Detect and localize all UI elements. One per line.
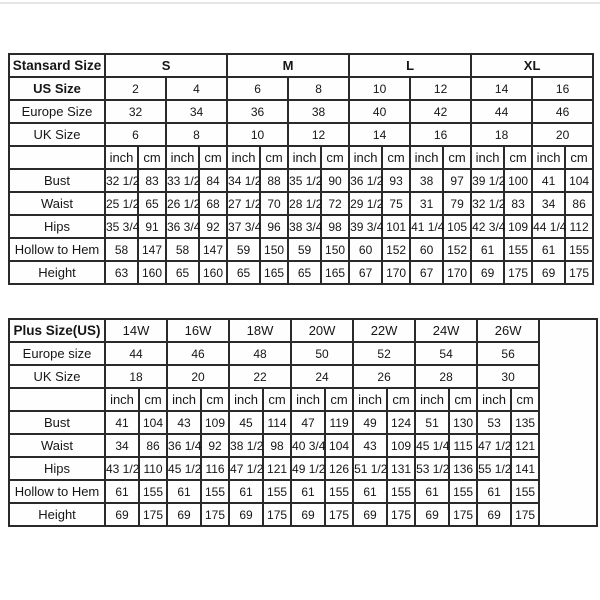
measurement-value-cell: 31 — [410, 192, 443, 215]
measurement-value-cell: 90 — [321, 169, 349, 192]
measurement-value-cell: 110 — [139, 457, 167, 480]
measurement-value-cell: 47 — [291, 411, 325, 434]
measurement-value-cell: 44 1/4 — [532, 215, 565, 238]
size-value-cell: 38 — [288, 100, 349, 123]
unit-cm-header: cm — [199, 146, 227, 169]
row-label: Bust — [9, 169, 105, 192]
measurement-value-cell: 155 — [565, 238, 593, 261]
measurement-value-cell: 109 — [201, 411, 229, 434]
measurement-value-cell: 93 — [382, 169, 410, 192]
measurement-value-cell: 84 — [199, 169, 227, 192]
unit-cm-header: cm — [382, 146, 410, 169]
top-edge-artifact-line — [0, 2, 600, 4]
measurement-value-cell: 69 — [291, 503, 325, 526]
unit-inch-header: inch — [415, 388, 449, 411]
measurement-value-cell: 155 — [511, 480, 539, 503]
size-value-cell: 8 — [288, 77, 349, 100]
measurement-value-cell: 65 — [288, 261, 321, 284]
measurement-value-cell: 61 — [477, 480, 511, 503]
measurement-value-cell: 124 — [387, 411, 415, 434]
unit-row-blank-label — [9, 146, 105, 169]
size-value-cell: 20 — [167, 365, 229, 388]
measurement-value-cell: 35 3/4 — [105, 215, 138, 238]
plus-size-table — [8, 318, 598, 527]
unit-cm-header: cm — [138, 146, 166, 169]
measurement-value-cell: 101 — [382, 215, 410, 238]
measurement-value-cell: 114 — [263, 411, 291, 434]
measurement-value-cell: 41 — [105, 411, 139, 434]
row-label: US Size — [9, 77, 105, 100]
measurement-value-cell: 69 — [229, 503, 263, 526]
measurement-value-cell: 79 — [443, 192, 471, 215]
measurement-value-cell: 32 1/2 — [105, 169, 138, 192]
measurement-value-cell: 70 — [260, 192, 288, 215]
size-value-cell: 50 — [291, 342, 353, 365]
measurement-value-cell: 69 — [532, 261, 565, 284]
measurement-value-cell: 100 — [504, 169, 532, 192]
measurement-value-cell: 83 — [504, 192, 532, 215]
measurement-value-cell: 115 — [449, 434, 477, 457]
measurement-value-cell: 175 — [565, 261, 593, 284]
measurement-value-cell: 152 — [443, 238, 471, 261]
measurement-value-cell: 104 — [139, 411, 167, 434]
unit-cm-header: cm — [201, 388, 229, 411]
row-label: Bust — [9, 411, 105, 434]
measurement-value-cell: 28 1/2 — [288, 192, 321, 215]
measurement-value-cell: 121 — [511, 434, 539, 457]
measurement-value-cell: 61 — [471, 238, 504, 261]
measurement-value-cell: 116 — [201, 457, 229, 480]
measurement-value-cell: 61 — [229, 480, 263, 503]
size-value-cell: 10 — [227, 123, 288, 146]
row-label: Waist — [9, 434, 105, 457]
measurement-value-cell: 131 — [387, 457, 415, 480]
row-label: UK Size — [9, 123, 105, 146]
measurement-value-cell: 65 — [138, 192, 166, 215]
unit-cm-header: cm — [565, 146, 593, 169]
measurement-value-cell: 175 — [504, 261, 532, 284]
measurement-value-cell: 98 — [263, 434, 291, 457]
size-value-cell: 10 — [349, 77, 410, 100]
measurement-value-cell: 69 — [471, 261, 504, 284]
size-value-cell: 28 — [415, 365, 477, 388]
measurement-value-cell: 147 — [138, 238, 166, 261]
measurement-value-cell: 109 — [504, 215, 532, 238]
measurement-value-cell: 35 1/2 — [288, 169, 321, 192]
measurement-value-cell: 141 — [511, 457, 539, 480]
size-value-cell: 14 — [471, 77, 532, 100]
unit-inch-header: inch — [105, 146, 138, 169]
unit-cm-header: cm — [449, 388, 477, 411]
measurement-value-cell: 155 — [201, 480, 229, 503]
measurement-value-cell: 59 — [288, 238, 321, 261]
size-value-cell: 48 — [229, 342, 291, 365]
unit-row-blank-label — [9, 388, 105, 411]
size-group-header: L — [349, 54, 471, 77]
measurement-value-cell: 165 — [260, 261, 288, 284]
measurement-value-cell: 175 — [511, 503, 539, 526]
measurement-value-cell: 34 — [105, 434, 139, 457]
row-label: Hips — [9, 457, 105, 480]
measurement-value-cell: 39 1/2 — [471, 169, 504, 192]
measurement-value-cell: 58 — [166, 238, 199, 261]
measurement-value-cell: 43 — [353, 434, 387, 457]
size-group-header: M — [227, 54, 349, 77]
measurement-value-cell: 155 — [449, 480, 477, 503]
size-value-cell: 46 — [167, 342, 229, 365]
measurement-value-cell: 63 — [105, 261, 138, 284]
measurement-value-cell: 69 — [477, 503, 511, 526]
unit-cm-header: cm — [325, 388, 353, 411]
size-value-cell: 8 — [166, 123, 227, 146]
measurement-value-cell: 150 — [260, 238, 288, 261]
measurement-value-cell: 121 — [263, 457, 291, 480]
size-value-cell: 32 — [105, 100, 166, 123]
measurement-value-cell: 51 — [415, 411, 449, 434]
size-value-cell: 12 — [410, 77, 471, 100]
measurement-value-cell: 60 — [349, 238, 382, 261]
measurement-value-cell: 49 — [353, 411, 387, 434]
measurement-value-cell: 41 1/4 — [410, 215, 443, 238]
measurement-value-cell: 36 1/2 — [349, 169, 382, 192]
measurement-value-cell: 98 — [321, 215, 349, 238]
measurement-value-cell: 60 — [410, 238, 443, 261]
size-value-cell: 20 — [532, 123, 593, 146]
measurement-value-cell: 32 1/2 — [471, 192, 504, 215]
measurement-value-cell: 175 — [201, 503, 229, 526]
measurement-value-cell: 45 1/4 — [415, 434, 449, 457]
measurement-value-cell: 69 — [415, 503, 449, 526]
measurement-value-cell: 69 — [353, 503, 387, 526]
unit-inch-header: inch — [291, 388, 325, 411]
measurement-value-cell: 86 — [139, 434, 167, 457]
size-value-cell: 18 — [471, 123, 532, 146]
unit-inch-header: inch — [471, 146, 504, 169]
size-group-header: 18W — [229, 319, 291, 342]
measurement-value-cell: 61 — [353, 480, 387, 503]
measurement-value-cell: 49 1/2 — [291, 457, 325, 480]
measurement-value-cell: 75 — [382, 192, 410, 215]
unit-cm-header: cm — [511, 388, 539, 411]
unit-inch-header: inch — [349, 146, 382, 169]
size-group-header: 16W — [167, 319, 229, 342]
unit-inch-header: inch — [410, 146, 443, 169]
unit-cm-header: cm — [321, 146, 349, 169]
measurement-value-cell: 92 — [201, 434, 229, 457]
standard-size-table — [8, 53, 594, 285]
measurement-value-cell: 61 — [415, 480, 449, 503]
size-value-cell: 54 — [415, 342, 477, 365]
unit-inch-header: inch — [288, 146, 321, 169]
measurement-value-cell: 42 3/4 — [471, 215, 504, 238]
measurement-value-cell: 61 — [167, 480, 201, 503]
size-value-cell: 44 — [105, 342, 167, 365]
measurement-value-cell: 112 — [565, 215, 593, 238]
row-label: Height — [9, 503, 105, 526]
measurement-value-cell: 91 — [138, 215, 166, 238]
measurement-value-cell: 152 — [382, 238, 410, 261]
measurement-value-cell: 68 — [199, 192, 227, 215]
size-value-cell: 2 — [105, 77, 166, 100]
measurement-value-cell: 61 — [291, 480, 325, 503]
measurement-value-cell: 29 1/2 — [349, 192, 382, 215]
measurement-value-cell: 37 3/4 — [227, 215, 260, 238]
size-value-cell: 36 — [227, 100, 288, 123]
measurement-value-cell: 175 — [325, 503, 353, 526]
row-label: Waist — [9, 192, 105, 215]
measurement-value-cell: 59 — [227, 238, 260, 261]
measurement-value-cell: 43 1/2 — [105, 457, 139, 480]
unit-cm-header: cm — [260, 146, 288, 169]
measurement-value-cell: 160 — [199, 261, 227, 284]
size-value-cell: 56 — [477, 342, 539, 365]
size-group-header: 26W — [477, 319, 539, 342]
measurement-value-cell: 26 1/2 — [166, 192, 199, 215]
measurement-value-cell: 97 — [443, 169, 471, 192]
measurement-value-cell: 65 — [166, 261, 199, 284]
unit-inch-header: inch — [166, 146, 199, 169]
size-value-cell: 42 — [410, 100, 471, 123]
size-group-header: XL — [471, 54, 593, 77]
measurement-value-cell: 34 — [532, 192, 565, 215]
measurement-value-cell: 83 — [138, 169, 166, 192]
size-group-header: S — [105, 54, 227, 77]
size-value-cell: 14 — [349, 123, 410, 146]
unit-inch-header: inch — [229, 388, 263, 411]
measurement-value-cell: 170 — [443, 261, 471, 284]
measurement-value-cell: 67 — [410, 261, 443, 284]
size-value-cell: 40 — [349, 100, 410, 123]
unit-inch-header: inch — [167, 388, 201, 411]
measurement-value-cell: 92 — [199, 215, 227, 238]
unit-inch-header: inch — [227, 146, 260, 169]
measurement-value-cell: 155 — [263, 480, 291, 503]
unit-cm-header: cm — [443, 146, 471, 169]
measurement-value-cell: 119 — [325, 411, 353, 434]
row-label: Hollow to Hem — [9, 480, 105, 503]
measurement-value-cell: 69 — [167, 503, 201, 526]
measurement-value-cell: 130 — [449, 411, 477, 434]
size-value-cell: 44 — [471, 100, 532, 123]
measurement-value-cell: 72 — [321, 192, 349, 215]
measurement-value-cell: 58 — [105, 238, 138, 261]
measurement-value-cell: 39 3/4 — [349, 215, 382, 238]
size-value-cell: 6 — [227, 77, 288, 100]
measurement-value-cell: 34 1/2 — [227, 169, 260, 192]
measurement-value-cell: 47 1/2 — [477, 434, 511, 457]
measurement-value-cell: 38 1/2 — [229, 434, 263, 457]
plus-size-tbody — [9, 319, 597, 526]
measurement-value-cell: 104 — [565, 169, 593, 192]
measurement-value-cell: 175 — [387, 503, 415, 526]
row-label: UK Size — [9, 365, 105, 388]
table-title: Stansard Size — [9, 54, 105, 77]
measurement-value-cell: 105 — [443, 215, 471, 238]
size-value-cell: 46 — [532, 100, 593, 123]
measurement-value-cell: 45 — [229, 411, 263, 434]
measurement-value-cell: 165 — [321, 261, 349, 284]
table-title: Plus Size(US) — [9, 319, 105, 342]
size-value-cell: 22 — [229, 365, 291, 388]
measurement-value-cell: 175 — [139, 503, 167, 526]
row-label: Europe size — [9, 342, 105, 365]
measurement-value-cell: 51 1/2 — [353, 457, 387, 480]
size-value-cell: 52 — [353, 342, 415, 365]
unit-cm-header: cm — [139, 388, 167, 411]
measurement-value-cell: 40 3/4 — [291, 434, 325, 457]
empty-trailing-cell — [539, 319, 597, 526]
measurement-value-cell: 69 — [105, 503, 139, 526]
measurement-value-cell: 136 — [449, 457, 477, 480]
size-value-cell: 4 — [166, 77, 227, 100]
measurement-value-cell: 135 — [511, 411, 539, 434]
measurement-value-cell: 38 3/4 — [288, 215, 321, 238]
measurement-value-cell: 155 — [387, 480, 415, 503]
measurement-value-cell: 43 — [167, 411, 201, 434]
unit-cm-header: cm — [387, 388, 415, 411]
unit-cm-header: cm — [504, 146, 532, 169]
standard-size-tbody — [9, 54, 593, 284]
unit-inch-header: inch — [477, 388, 511, 411]
size-value-cell: 30 — [477, 365, 539, 388]
measurement-value-cell: 147 — [199, 238, 227, 261]
size-group-header: 20W — [291, 319, 353, 342]
size-value-cell: 16 — [532, 77, 593, 100]
size-value-cell: 12 — [288, 123, 349, 146]
measurement-value-cell: 33 1/2 — [166, 169, 199, 192]
measurement-value-cell: 27 1/2 — [227, 192, 260, 215]
size-group-header: 24W — [415, 319, 477, 342]
unit-inch-header: inch — [353, 388, 387, 411]
size-group-header: 22W — [353, 319, 415, 342]
measurement-value-cell: 155 — [504, 238, 532, 261]
measurement-value-cell: 175 — [449, 503, 477, 526]
size-group-header: 14W — [105, 319, 167, 342]
row-label: Hips — [9, 215, 105, 238]
measurement-value-cell: 155 — [139, 480, 167, 503]
measurement-value-cell: 65 — [227, 261, 260, 284]
unit-inch-header: inch — [105, 388, 139, 411]
measurement-value-cell: 126 — [325, 457, 353, 480]
measurement-value-cell: 104 — [325, 434, 353, 457]
measurement-value-cell: 150 — [321, 238, 349, 261]
measurement-value-cell: 45 1/2 — [167, 457, 201, 480]
measurement-value-cell: 109 — [387, 434, 415, 457]
measurement-value-cell: 38 — [410, 169, 443, 192]
size-value-cell: 26 — [353, 365, 415, 388]
measurement-value-cell: 36 3/4 — [166, 215, 199, 238]
measurement-value-cell: 47 1/2 — [229, 457, 263, 480]
measurement-value-cell: 61 — [105, 480, 139, 503]
measurement-value-cell: 55 1/2 — [477, 457, 511, 480]
measurement-value-cell: 88 — [260, 169, 288, 192]
size-value-cell: 34 — [166, 100, 227, 123]
measurement-value-cell: 96 — [260, 215, 288, 238]
measurement-value-cell: 86 — [565, 192, 593, 215]
size-value-cell: 18 — [105, 365, 167, 388]
measurement-value-cell: 175 — [263, 503, 291, 526]
size-value-cell: 6 — [105, 123, 166, 146]
measurement-value-cell: 160 — [138, 261, 166, 284]
measurement-value-cell: 36 1/4 — [167, 434, 201, 457]
measurement-value-cell: 170 — [382, 261, 410, 284]
measurement-value-cell: 61 — [532, 238, 565, 261]
size-value-cell: 24 — [291, 365, 353, 388]
row-label: Height — [9, 261, 105, 284]
measurement-value-cell: 67 — [349, 261, 382, 284]
unit-cm-header: cm — [263, 388, 291, 411]
measurement-value-cell: 41 — [532, 169, 565, 192]
measurement-value-cell: 25 1/2 — [105, 192, 138, 215]
measurement-value-cell: 53 1/2 — [415, 457, 449, 480]
measurement-value-cell: 53 — [477, 411, 511, 434]
measurement-value-cell: 155 — [325, 480, 353, 503]
row-label: Europe Size — [9, 100, 105, 123]
unit-inch-header: inch — [532, 146, 565, 169]
row-label: Hollow to Hem — [9, 238, 105, 261]
size-value-cell: 16 — [410, 123, 471, 146]
